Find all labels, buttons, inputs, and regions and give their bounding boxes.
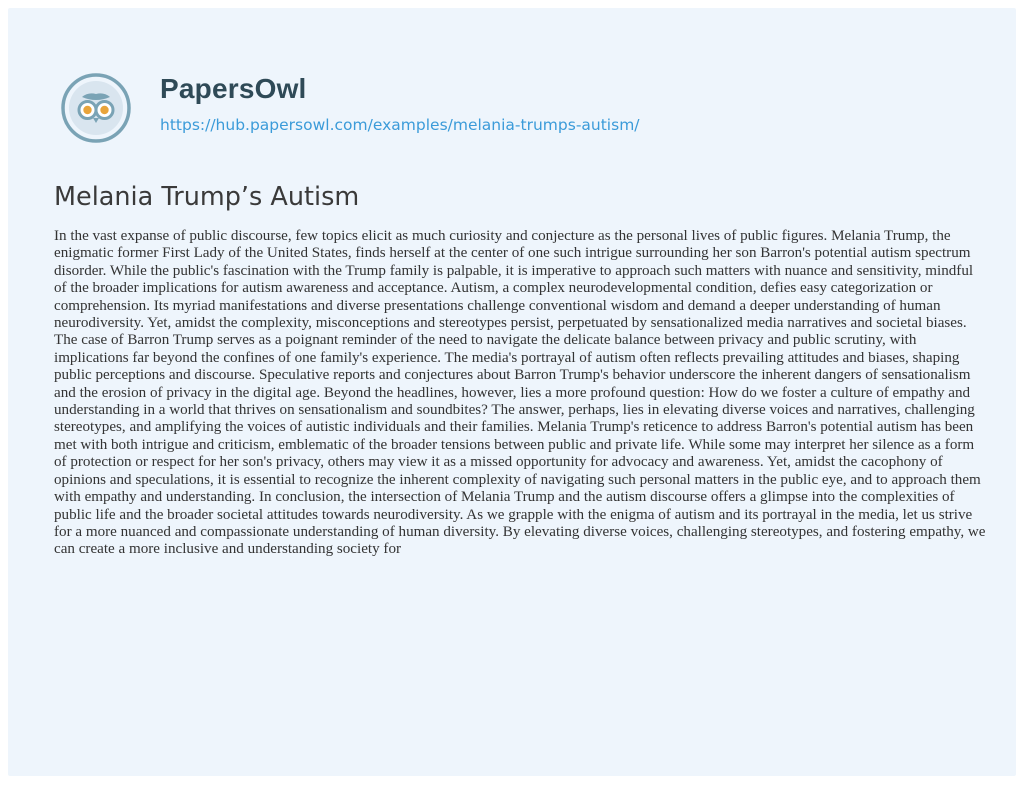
essay-title: Melania Trump’s Autism <box>54 182 360 212</box>
essay-body: In the vast expanse of public discourse, few topics elicit as much curiosity and conjecture as the personal lives of public figures. Melania Trump, the enigmatic former First Lady of the United States, finds herself at the center of one such intrigue surrounding her son Barron's potential autism spectrum disorder. While the public's fascination with the Trump family is palpable, it is imperative to approach such matters with nuance and sensitivity, mindful of the broader implications for autism awareness and acceptance. Autism, a complex neurodevelopmental condition, defies easy categorization or comprehension. Its myriad manifestations and diverse presentations challenge conventional wisdom and demand a deeper understanding of human neurodiversity. Yet, amidst the complexity, misconceptions and stereotypes persist, perpetuated by sensationalized media narratives and societal biases. The case of Barron Trump serves as a poignant reminder of the need to navigate the delicate balance between privacy and public scrutiny, with implications far beyond the confines of one family's experience. The media's portrayal of autism often reflects prevailing attitudes and biases, shaping public perceptions and discourse. Speculative reports and conjectures about Barron Trump's behavior underscore the inherent dangers of sensationalism and the erosion of privacy in the digital age. Beyond the headlines, however, lies a more profound question: How do we foster a culture of empathy and understanding in a world that thrives on sensationalism and soundbites? The answer, perhaps, lies in elevating diverse voices and narratives, challenging stereotypes, and amplifying the voices of autistic individuals and their families. Melania Trump's reticence to address Barron's potential autism has been met with both intrigue and criticism, emblematic of the broader tensions between public and private life. While some may interpret her silence as a form of protection or respect for her son's privacy, others may view it as a missed opportunity for advocacy and awareness. Yet, amidst the cacophony of opinions and speculations, it is essential to recognize the inherent complexity of navigating such personal matters in the public eye, and to approach them with empathy and understanding. In conclusion, the intersection of Melania Trump and the autism discourse offers a glimpse into the complexities of public life and the broader societal attitudes towards neurodiversity. As we grapple with the enigma of autism and its portrayal in the media, let us strive for a more nuanced and compassionate understanding of human diversity. By elevating diverse voices, challenging stereotypes, and fostering empathy, we can create a more inclusive and understanding society for <box>54 228 986 558</box>
document-page <box>8 8 1016 776</box>
brand-header <box>60 72 640 144</box>
source-link[interactable]: https://hub.papersowl.com/examples/melania-trumps-autism/ <box>160 116 640 134</box>
brand-name: PapersOwl <box>160 73 307 104</box>
owl-icon <box>60 72 132 144</box>
